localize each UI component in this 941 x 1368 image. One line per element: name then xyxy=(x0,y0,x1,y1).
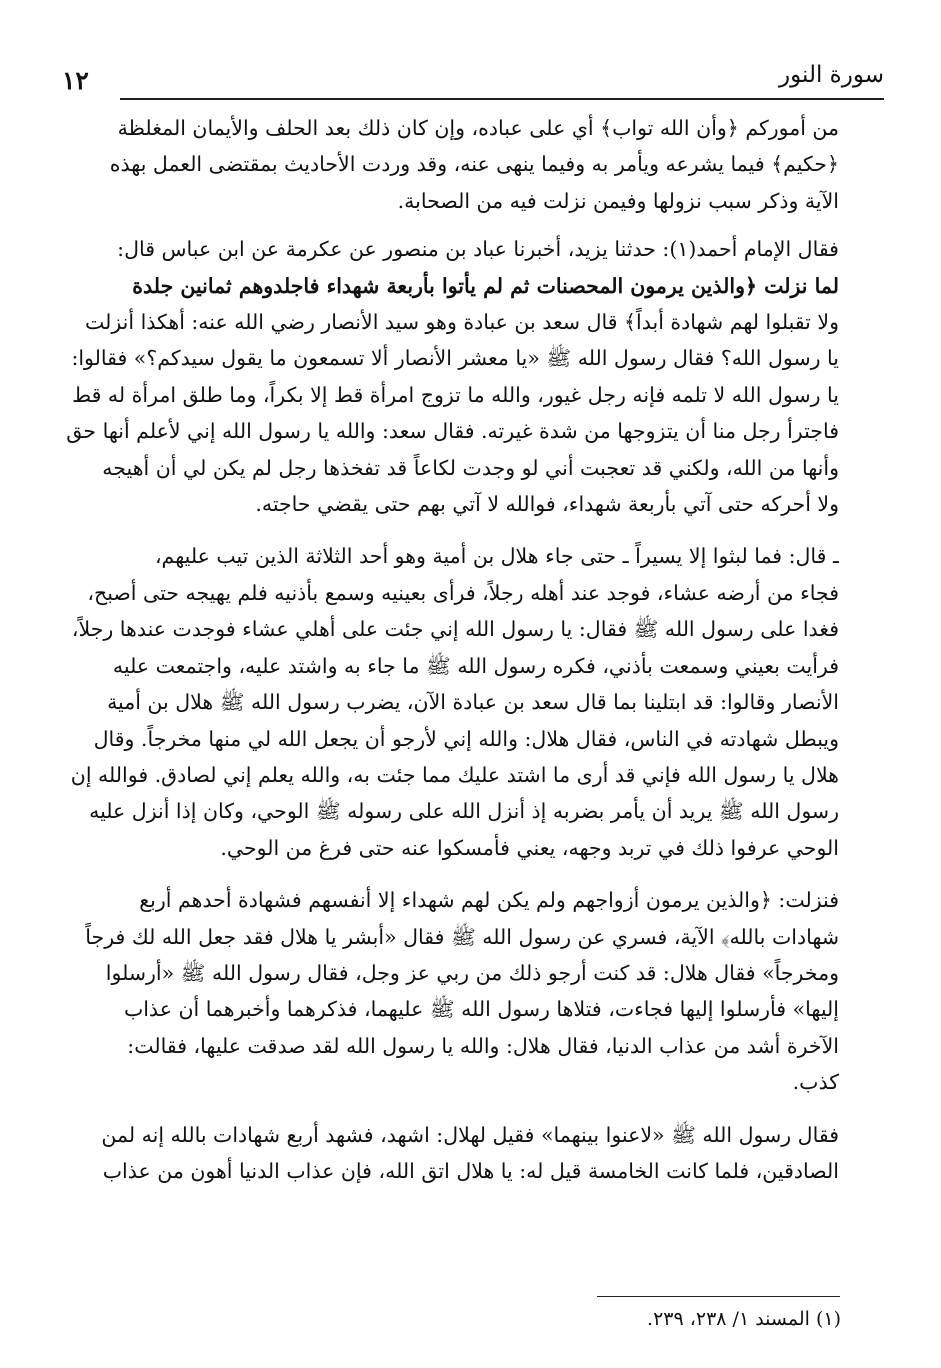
text-line: فاجترأ رجل منا أن يتزوجها من شدة غيرته. فقال سعد: والله يا رسول الله إني لأعلم أنها حق xyxy=(66,419,839,444)
text-line: إليها» فأرسلوا إليها فجاءت، فتلاها رسول الله ﷺ عليهما، فذكرهما وأخبرهما أن عذاب xyxy=(123,997,839,1022)
text-line: يا رسول الله لا تلمه فإنه رجل غيور، والله ما تزوج امرأة قط إلا بكراً، وما طلق امرأة له قط xyxy=(72,382,839,407)
paragraph-4 xyxy=(63,882,839,1100)
text-line: ومخرجاً» فقال هلال: قد كنت أرجو ذلك من ربي عز وجل، فقال رسول الله ﷺ «أرسلوا xyxy=(105,960,839,985)
page-header xyxy=(58,62,884,102)
paragraph-1 xyxy=(63,110,839,219)
text-line: فقال رسول الله ﷺ «لاعنوا بينهما» فقيل لهلال: اشهد، فشهد أربع شهادات بالله إنه لمن xyxy=(101,1122,839,1147)
paragraph-3 xyxy=(63,538,839,866)
text-line: الوحي عرفوا ذلك في تربد وجهه، يعني فأمسكوا عنه حتى فرغ من الوحي. xyxy=(220,835,839,860)
text-line: وأنها من الله، ولكني قد تعجبت أني لو وجدت لكاعاً قد تفخذها رجل لم يكن لي أن أهيجه xyxy=(102,455,839,480)
footnote-divider xyxy=(597,1296,840,1297)
text-line: فقال الإمام أحمد(١): حدثنا يزيد، أخبرنا عباد بن منصور عن عكرمة عن ابن عباس قال: xyxy=(117,237,839,262)
text-line: ولا أحركه حتى آتي بأربعة شهداء، فوالله لا آتي بهم حتى يقضي حاجته. xyxy=(255,492,839,517)
paragraph-5 xyxy=(63,1117,839,1190)
header-divider xyxy=(120,98,884,100)
text-line: شهادات بالله﴾ الآية، فسري عن رسول الله ﷺ فقال «أبشر يا هلال فقد جعل الله لك فرجاً xyxy=(85,924,839,949)
text-line: من أموركم ﴿وأن الله تواب﴾ أي على عباده، وإن كان ذلك بعد الحلف والأيمان المغلظة xyxy=(117,116,839,140)
footnote: (١) المسند ١/ ٢٣٨، ٢٣٩. xyxy=(647,1308,841,1330)
text-line: الآية وذكر سبب نزولها وفيمن نزلت فيه من الصحابة. xyxy=(397,188,839,213)
text-line: الآخرة أشد من عذاب الدنيا، فقال هلال: والله يا رسول الله لقد صدقت عليها، فقالت: xyxy=(127,1033,839,1058)
text-line: هلال يا رسول الله فإني قد أرى ما اشتد عليك مما جئت به، والله يعلم إني لصادق. فوالله إن xyxy=(70,762,839,787)
text-line: يا رسول الله؟ فقال رسول الله ﷺ «يا معشر الأنصار ألا تسمعون ما يقول سيدكم؟» فقالوا: xyxy=(71,346,839,371)
text-line: ويبطل شهادته في الناس، فقال هلال: والله إني لأرجو أن يجعل الله لي منها مخرجاً. وقال xyxy=(93,726,839,751)
text-line: فنزلت: ﴿والذين يرمون أزواجهم ولم يكن لهم شهداء إلا أنفسهم فشهادة أحدهم أربع xyxy=(139,888,839,913)
page-body xyxy=(63,110,839,1205)
surah-title: سورة النور xyxy=(779,62,884,88)
text-line: الصادقين، فلما كانت الخامسة قيل له: يا هلال اتق الله، فإن عذاب الدنيا أهون من عذاب xyxy=(102,1158,839,1183)
text-line: لما نزلت ﴿والذين يرمون المحصنات ثم لم يأتوا بأربعة شهداء فاجلدوهم ثمانين جلدة xyxy=(132,273,839,298)
text-line: ـ قال: فما لبثوا إلا يسيراً ـ حتى جاء هلال بن أمية وهو أحد الثلاثة الذين تيب عليهم، xyxy=(154,544,839,569)
text-line: كذب. xyxy=(792,1070,839,1095)
paragraph-2 xyxy=(63,231,839,522)
text-line: ولا تقبلوا لهم شهادة أبداً﴾ قال سعد بن عبادة وهو سيد الأنصار رضي الله عنه: أهكذا أنزلت xyxy=(85,310,839,335)
text-line: رسول الله ﷺ يريد أن يأمر بضربه إذ أنزل الله على رسوله ﷺ الوحي، وكان إذا أنزل عليه xyxy=(89,799,839,824)
text-line: الأنصار وقالوا: قد ابتلينا بما قال سعد بن عبادة الآن، يضرب رسول الله ﷺ هلال بن أمية xyxy=(107,690,839,715)
text-line: ﴿حكيم﴾ فيما يشرعه ويأمر به وفيما ينهى عنه، وقد وردت الأحاديث بمقتضى العمل بهذه xyxy=(109,152,839,177)
text-line: فرأيت بعيني وسمعت بأذني، فكره رسول الله ﷺ ما جاء به واشتد عليه، واجتمعت عليه xyxy=(112,653,839,678)
text-line: فغدا على رسول الله ﷺ فقال: يا رسول الله إني جئت على أهلي عشاء فوجدت عندها رجلاً، xyxy=(71,617,839,642)
page-number: ١٢ xyxy=(62,66,89,95)
text-line: فجاء من أرضه عشاء، فوجد عند أهله رجلاً، فرأى بعينيه وسمع بأذنيه فلم يهيجه حتى أصبح، xyxy=(87,580,839,605)
